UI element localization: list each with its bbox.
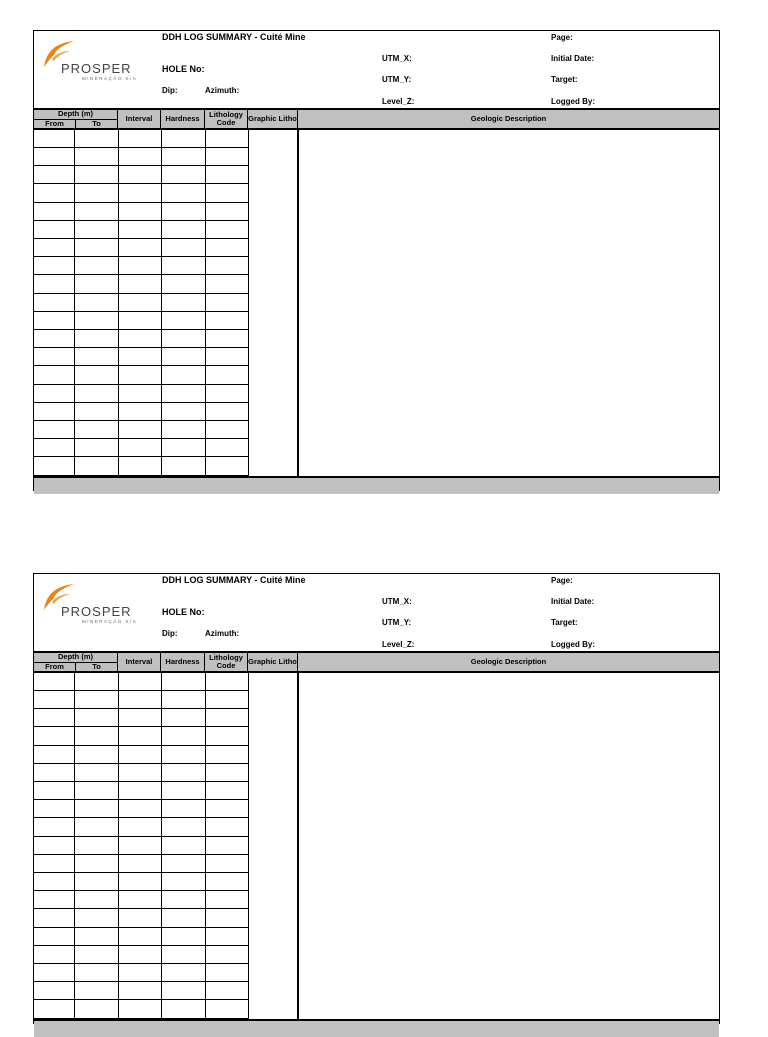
- grid-divider: [74, 130, 75, 476]
- dip-label: Dip:: [162, 629, 178, 638]
- log-row[interactable]: [34, 746, 248, 764]
- depth-title: Depth (m): [34, 110, 117, 120]
- depth-header: [34, 110, 118, 128]
- log-row[interactable]: [34, 348, 248, 366]
- level-z-label: Level_Z:: [382, 97, 415, 106]
- grid-divider: [248, 130, 249, 476]
- azimuth-label: Azimuth:: [205, 86, 240, 95]
- log-row[interactable]: [34, 964, 248, 982]
- logo-subtitle: MINERAÇÃO S/A: [82, 76, 138, 81]
- geologic-description-header: Geologic Description: [470, 656, 547, 666]
- grid-divider: [118, 673, 119, 1019]
- log-row[interactable]: [34, 421, 248, 439]
- log-row[interactable]: [34, 910, 248, 928]
- utm-x-label: UTM_X:: [382, 597, 412, 606]
- grid-divider: [74, 673, 75, 1019]
- footer-bar: [34, 476, 719, 494]
- lithology-code-header: Lithology Code: [205, 653, 248, 671]
- log-row[interactable]: [34, 439, 248, 457]
- depth-header: [34, 653, 118, 671]
- log-row[interactable]: [34, 873, 248, 891]
- graphic-litho-header: Graphic Litho: [248, 653, 298, 671]
- interval-header: Interval: [118, 653, 161, 671]
- logo-brand-text: PROSPER: [61, 61, 132, 76]
- company-logo: [38, 582, 148, 632]
- log-row[interactable]: [34, 312, 248, 330]
- sheet-header: [34, 31, 719, 109]
- footer-bar: [34, 1019, 719, 1037]
- log-sheet-1: [33, 30, 720, 491]
- log-row[interactable]: [34, 837, 248, 855]
- log-row[interactable]: [34, 982, 248, 1000]
- log-row[interactable]: [34, 385, 248, 403]
- log-row[interactable]: [34, 330, 248, 348]
- to-header: To: [92, 118, 101, 128]
- log-row[interactable]: [34, 782, 248, 800]
- log-row[interactable]: [34, 257, 248, 275]
- lithology-code-header: Lithology Code: [205, 110, 248, 128]
- log-row[interactable]: [34, 728, 248, 746]
- grid-divider: [205, 673, 206, 1019]
- utm-y-label: UTM_Y:: [382, 75, 412, 84]
- logo-subtitle: MINERAÇÃO S/A: [82, 619, 138, 624]
- initial-date-label: Initial Date:: [551, 54, 595, 63]
- log-row[interactable]: [34, 276, 248, 294]
- graphic-litho-header: Graphic Litho: [248, 110, 298, 128]
- log-grid: [34, 130, 719, 476]
- from-header: From: [34, 663, 76, 672]
- log-row[interactable]: [34, 294, 248, 312]
- form-title: DDH LOG SUMMARY - Cuité Mine: [162, 575, 306, 585]
- log-row[interactable]: [34, 166, 248, 184]
- sheet-header: [34, 574, 719, 652]
- geologic-description-header: Geologic Description: [470, 113, 547, 123]
- logged-by-label: Logged By:: [551, 640, 595, 649]
- log-row[interactable]: [34, 458, 248, 476]
- dip-label: Dip:: [162, 86, 178, 95]
- utm-x-label: UTM_X:: [382, 54, 412, 63]
- log-row[interactable]: [34, 819, 248, 837]
- column-header-row: [34, 108, 719, 130]
- page-label: Page:: [551, 576, 573, 585]
- hardness-header: Hardness: [161, 653, 205, 671]
- hardness-header: Hardness: [161, 110, 205, 128]
- level-z-label: Level_Z:: [382, 640, 415, 649]
- utm-y-label: UTM_Y:: [382, 618, 412, 627]
- grid-divider: [118, 130, 119, 476]
- log-row[interactable]: [34, 130, 248, 148]
- grid-divider: [248, 673, 249, 1019]
- to-header: To: [92, 661, 101, 671]
- log-row[interactable]: [34, 709, 248, 727]
- initial-date-label: Initial Date:: [551, 597, 595, 606]
- column-header-row: [34, 651, 719, 673]
- logged-by-label: Logged By:: [551, 97, 595, 106]
- grid-divider: [161, 130, 162, 476]
- log-row[interactable]: [34, 185, 248, 203]
- log-row[interactable]: [34, 855, 248, 873]
- log-grid: [34, 673, 719, 1019]
- log-row[interactable]: [34, 367, 248, 385]
- log-row[interactable]: [34, 764, 248, 782]
- log-sheet-2: [33, 573, 720, 1024]
- grid-divider: [205, 130, 206, 476]
- description-area[interactable]: [299, 673, 719, 1019]
- target-label: Target:: [551, 618, 578, 627]
- company-logo: [38, 39, 148, 89]
- log-row[interactable]: [34, 1001, 248, 1019]
- log-row[interactable]: [34, 946, 248, 964]
- log-row[interactable]: [34, 403, 248, 421]
- log-row[interactable]: [34, 148, 248, 166]
- log-row[interactable]: [34, 691, 248, 709]
- log-row[interactable]: [34, 203, 248, 221]
- logo-brand-text: PROSPER: [61, 604, 132, 619]
- form-title: DDH LOG SUMMARY - Cuité Mine: [162, 32, 306, 42]
- log-row[interactable]: [34, 239, 248, 257]
- log-row[interactable]: [34, 221, 248, 239]
- hole-no-label: HOLE No:: [162, 607, 205, 617]
- description-area[interactable]: [299, 130, 719, 476]
- depth-title: Depth (m): [34, 653, 117, 663]
- from-header: From: [34, 120, 76, 129]
- page-label: Page:: [551, 33, 573, 42]
- azimuth-label: Azimuth:: [205, 629, 240, 638]
- interval-header: Interval: [118, 110, 161, 128]
- grid-divider: [161, 673, 162, 1019]
- target-label: Target:: [551, 75, 578, 84]
- hole-no-label: HOLE No:: [162, 64, 205, 74]
- log-row[interactable]: [34, 928, 248, 946]
- log-row[interactable]: [34, 800, 248, 818]
- log-row[interactable]: [34, 673, 248, 691]
- log-row[interactable]: [34, 891, 248, 909]
